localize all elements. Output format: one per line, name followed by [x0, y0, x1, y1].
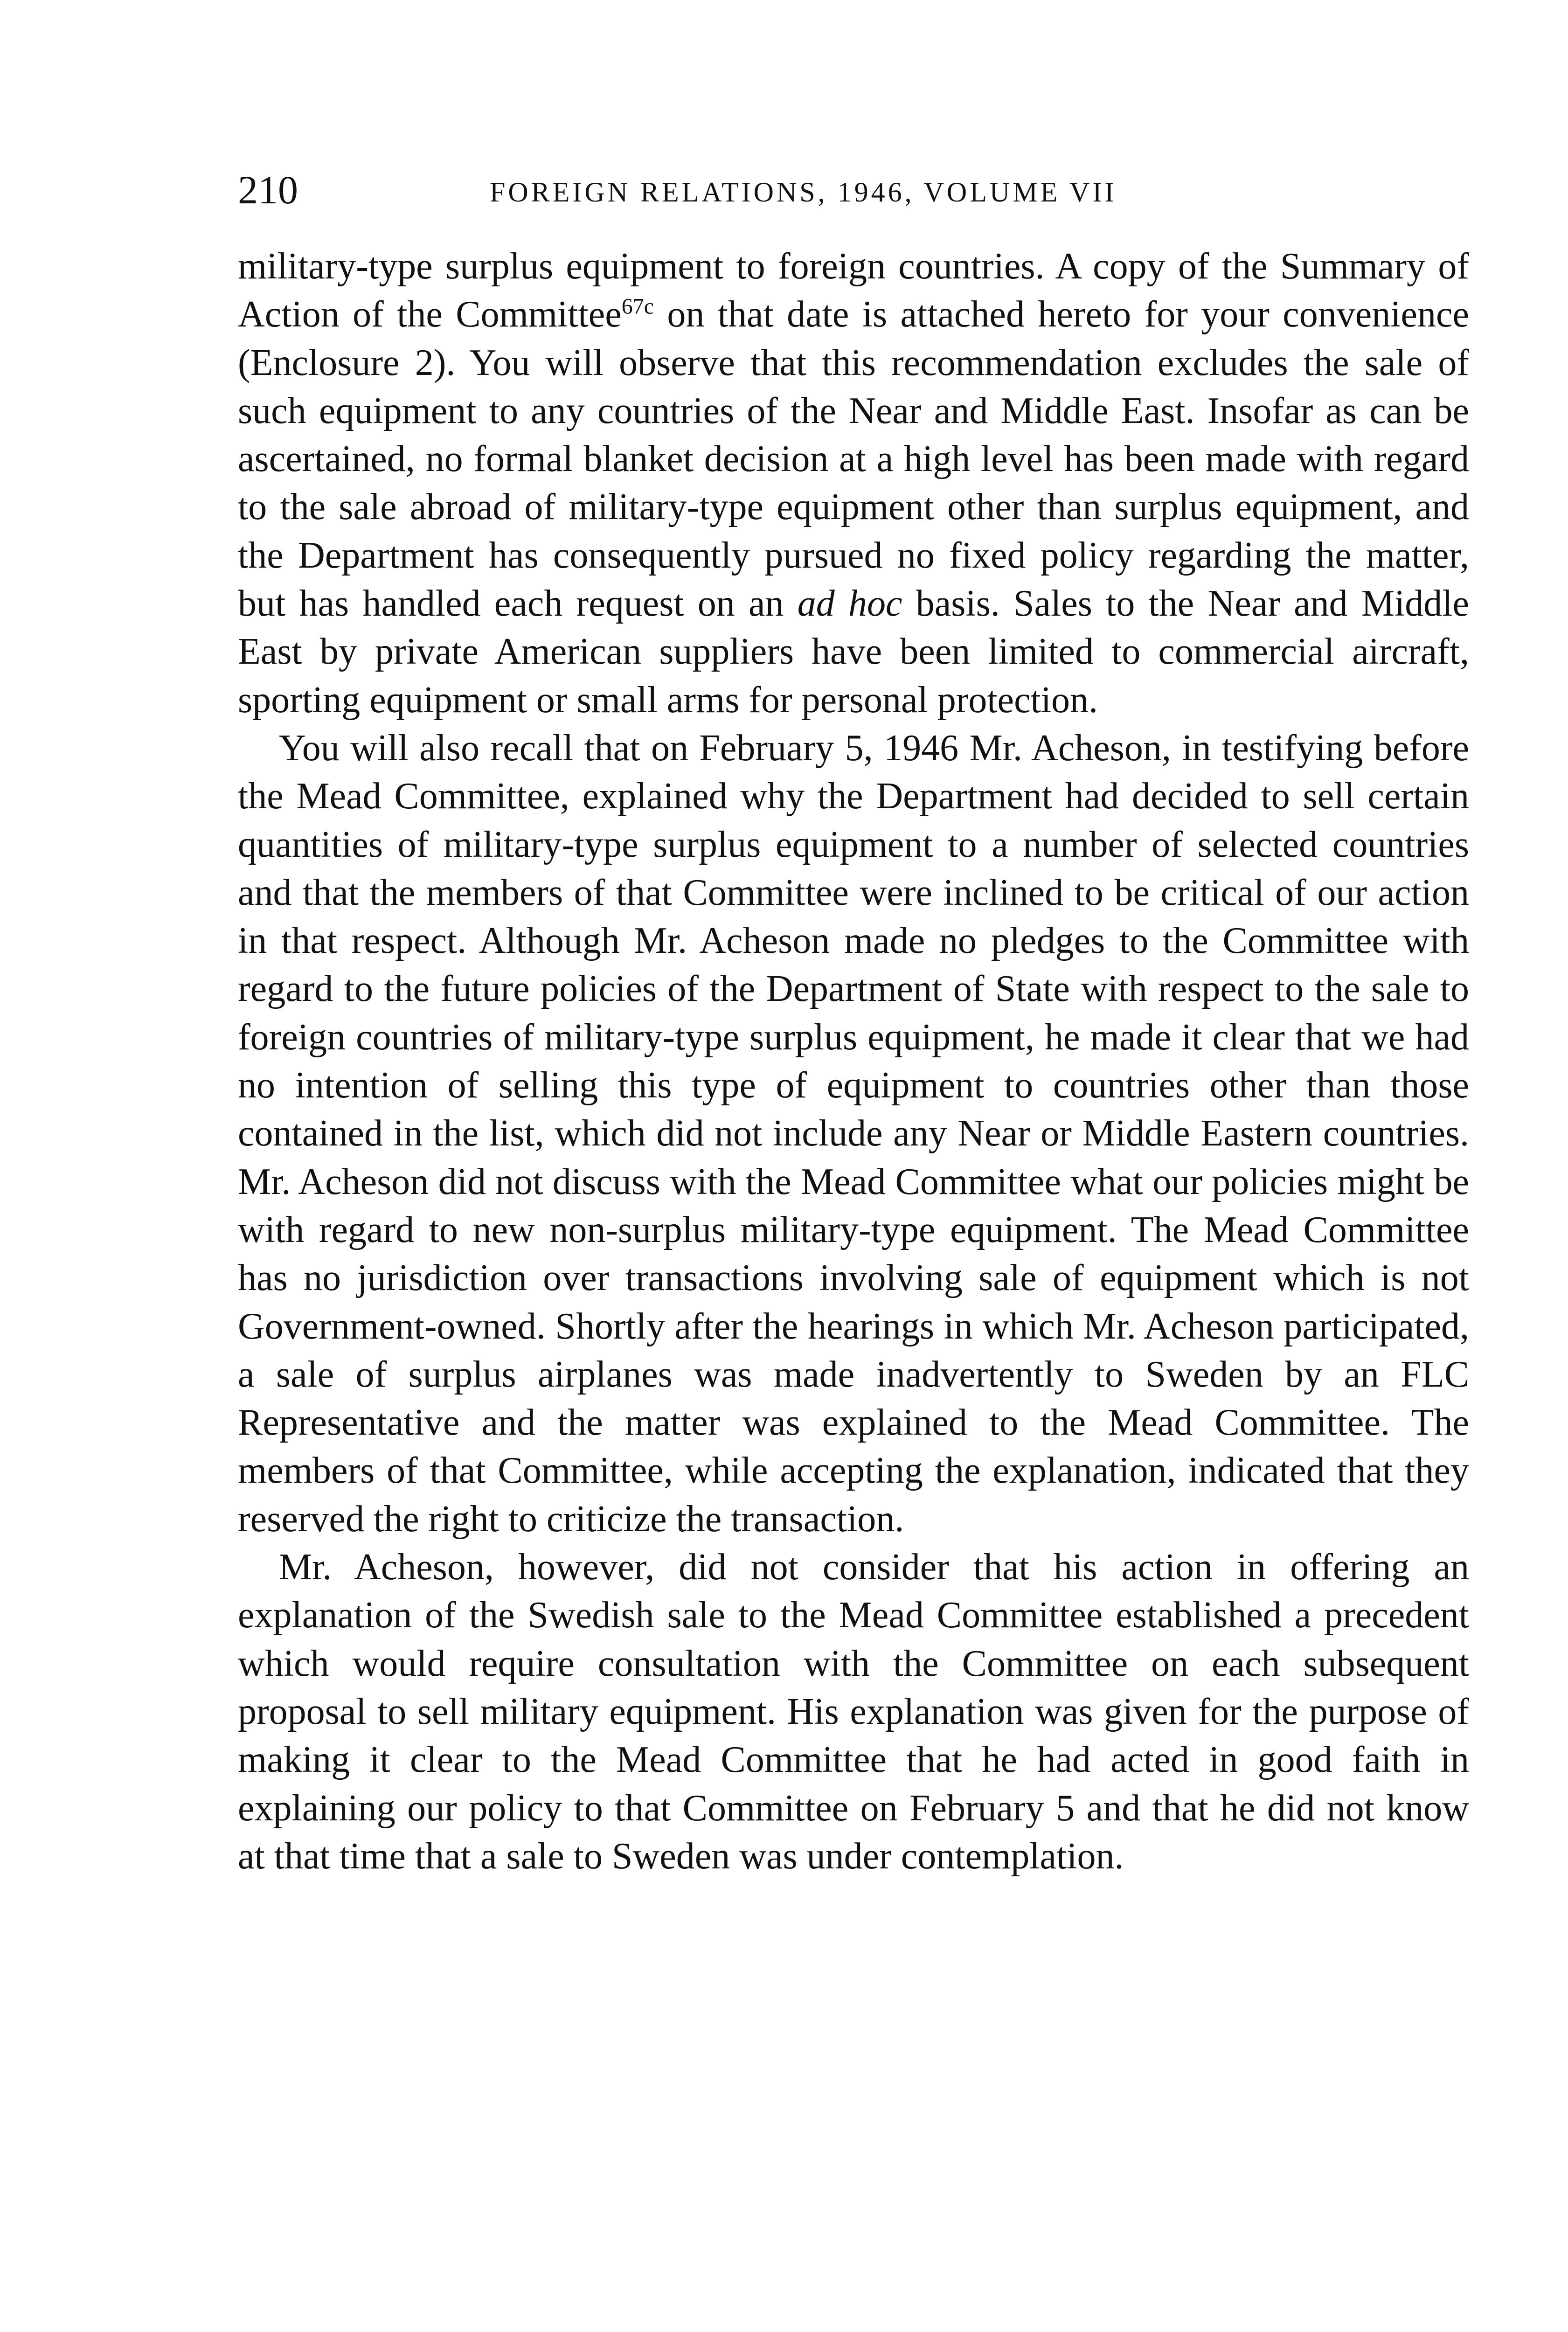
footnote-reference[interactable]: 67c	[621, 294, 654, 319]
paragraph-3: Mr. Acheson, however, did not consider that his action in offering an explanation of the Swedish sale to the Mead Committee established a precedent which would require consultation with the Committee on each subsequent proposal to sell military equipment. His explanation was given for the purpose of making it clear to the Mead Committee that he had acted in good faith in explaining our policy to that Committee on February 5 and that he did not know at that time that a sale to Sweden was under contemplation.	[238, 1547, 1469, 1877]
paragraph-1-part-b: on that date is attached hereto for your convenience (Enclosure 2). You will observe that this recommendation excludes the sale of such equipment to any countries of the Near and Middle East. Insofar as can be ascertained, no formal blanket decision at a high level has been made with regard to the sale abroad of military-type equipment other than surplus equipment, and the Department has consequently pursued no fixed policy regarding the matter, but has handled each request on an	[238, 294, 1469, 625]
paragraph-2: You will also recall that on February 5, 1946 Mr. Acheson, in testifying before the Mead Committee, explained why the Department had decided to sell certain quantities of military-type surplus equipment to a number of selected countries and that the members of that Committee were inclined to be critical of our action in that respect. Although Mr. Acheson made no pledges to the Committee with regard to the future policies of the Department of State with respect to the sale to foreign countries of military-type surplus equipment, he made it clear that we had no intention of selling this type of equipment to countries other than those contained in the list, which did not include any Near or Middle Eastern countries. Mr. Acheson did not discuss with the Mead Committee what our policies might be with regard to new non-surplus military-type equipment. The Mead Committee has no jurisdiction over transactions involving sale of equipment which is not Government-owned. Shortly after the hearings in which Mr. Acheson participated, a sale of surplus airplanes was made inadvertently to Sweden by an FLC Representative and the matter was explained to the Mead Committee. The members of that Committee, while accepting the explanation, indicated that they reserved the right to criticize the transaction.	[238, 727, 1469, 1540]
body-text	[238, 243, 1469, 1881]
running-head	[238, 164, 1306, 215]
paragraph-1-part-c: basis. Sales to the Near and Middle East by private American suppliers have been limited to commercial aircraft, sporting equipment or small arms for personal protection.	[238, 583, 1470, 721]
paragraph-1	[238, 243, 1469, 724]
page-number: 210	[238, 167, 298, 212]
running-title: FOREIGN RELATIONS, 1946, VOLUME VII	[490, 177, 1117, 208]
paragraph-1-part-a: military-type surplus equipment to foreign countries. A copy of the Summary of Action of the Committee	[238, 246, 1469, 335]
italic-phrase: ad hoc	[797, 583, 902, 625]
